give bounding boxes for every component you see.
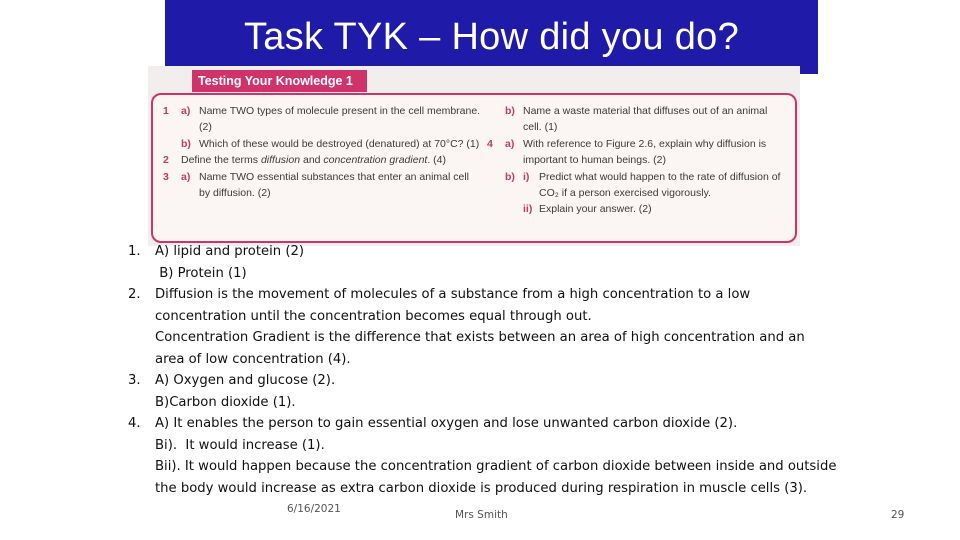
answer-item bbox=[128, 284, 838, 370]
question-item bbox=[487, 201, 787, 217]
question-text: Name TWO types of molecule present in the cell membrane. (2) bbox=[199, 105, 481, 134]
answer-line: B) Protein (1) bbox=[155, 265, 247, 281]
question-text: Explain your answer. (2) bbox=[539, 203, 652, 216]
questions-box bbox=[151, 93, 797, 243]
questions-left-column bbox=[163, 103, 481, 201]
question-letter: b) bbox=[505, 170, 515, 183]
answer-item bbox=[128, 370, 838, 413]
question-number bbox=[487, 169, 505, 202]
question-item bbox=[487, 169, 787, 202]
question-letter: a) bbox=[505, 137, 515, 150]
question-text: Name a waste material that diffuses out of an animal cell. (1) bbox=[523, 105, 768, 134]
question-letter: a) bbox=[181, 105, 191, 117]
answer-number: 3. bbox=[128, 373, 141, 388]
answer-line: Concentration Gradient is the difference that exists between an area of high concentration and an area of low concentration (4). bbox=[155, 330, 805, 367]
questions-right-column bbox=[487, 103, 787, 218]
question-item bbox=[487, 103, 787, 136]
question-text: Define the terms diffusion and concentration gradient. (4) bbox=[181, 154, 446, 167]
question-sub: i) bbox=[523, 170, 530, 183]
question-text: Which of these would be destroyed (denatured) at 70°C? (1) bbox=[199, 137, 480, 150]
answers-list bbox=[128, 241, 838, 499]
question-item bbox=[163, 152, 481, 168]
question-text: Predict what would happen to the rate of diffusion of CO₂ if a person exercised vigorously. bbox=[539, 170, 781, 200]
question-item bbox=[163, 136, 481, 152]
question-letter bbox=[505, 201, 523, 217]
question-number bbox=[163, 136, 181, 152]
question-text: With reference to Figure 2.6, explain why diffusion is important to human beings. (2) bbox=[523, 137, 767, 167]
question-sub: ii) bbox=[523, 203, 533, 216]
answer-number: 4. bbox=[128, 416, 141, 431]
footer-author: Mrs Smith bbox=[455, 509, 508, 521]
question-text: Name TWO essential substances that enter an animal cell by diffusion. (2) bbox=[199, 170, 470, 200]
question-number: 1 bbox=[163, 105, 169, 117]
footer-page-number: 29 bbox=[891, 509, 905, 521]
question-number bbox=[487, 201, 505, 217]
question-number: 3 bbox=[163, 170, 169, 183]
footer-date: 6/16/2021 bbox=[287, 503, 341, 515]
answer-line: B)Carbon dioxide (1). bbox=[155, 394, 296, 410]
question-number: 2 bbox=[163, 154, 169, 167]
answer-line: A) Oxygen and glucose (2). bbox=[155, 373, 336, 388]
answer-number: 1. bbox=[128, 244, 141, 259]
question-item bbox=[163, 103, 481, 136]
scan-tab-label: Testing Your Knowledge 1 bbox=[192, 70, 367, 92]
question-letter: b) bbox=[181, 137, 191, 150]
question-number: 4 bbox=[487, 137, 493, 150]
answer-item bbox=[128, 241, 838, 284]
question-item bbox=[487, 136, 787, 169]
answer-line: A) lipid and protein (2) bbox=[155, 244, 305, 259]
answer-item bbox=[128, 413, 838, 499]
question-number bbox=[487, 103, 505, 136]
textbook-scan bbox=[148, 66, 800, 246]
answer-line: Bi). It would increase (1). bbox=[155, 437, 325, 453]
answer-line: Bii). It would happen because the concentration gradient of carbon dioxide between inside and outside the body would increase as extra carbon dioxide is produced during respiration in muscle cells (3). bbox=[155, 459, 837, 496]
answer-line: Diffusion is the movement of molecules of a substance from a high concentration to a low concentration until the concentration becomes equal through out. bbox=[155, 287, 751, 324]
question-letter: a) bbox=[181, 170, 191, 183]
answer-line: A) It enables the person to gain essential oxygen and lose unwanted carbon dioxide (2). bbox=[155, 416, 738, 431]
answer-number: 2. bbox=[128, 287, 141, 302]
slide-title: Task TYK – How did you do? bbox=[165, 0, 818, 74]
question-letter: b) bbox=[505, 105, 515, 117]
question-item bbox=[163, 169, 481, 202]
